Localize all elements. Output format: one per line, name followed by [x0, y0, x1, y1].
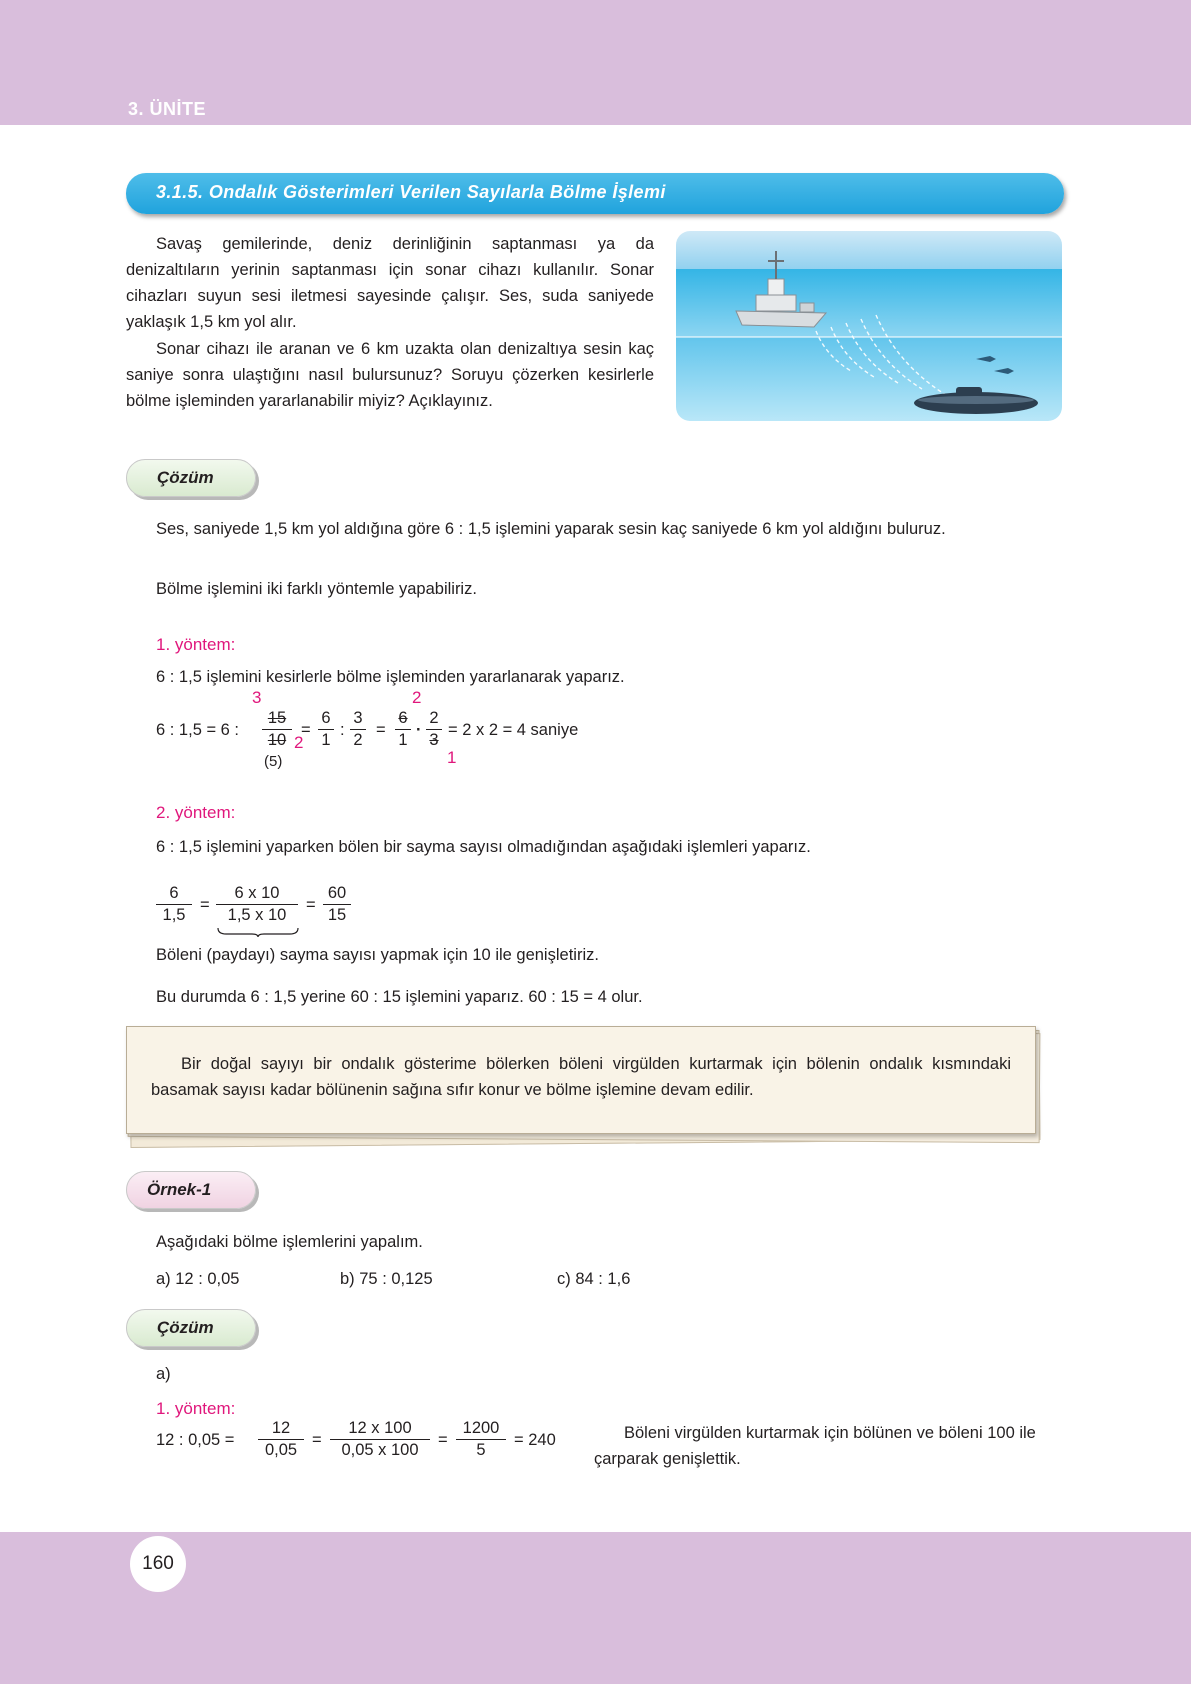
m1-f4-den: 1 [398, 731, 408, 749]
s2-frac-1200-5 [456, 1419, 506, 1460]
s2-result: = 240 [514, 1431, 556, 1449]
example-text: Aşağıdaki bölme işlemlerini yapalım. [156, 1233, 423, 1251]
m1-frac-15-10 [262, 709, 292, 750]
m1-cancel-top: 3 [252, 688, 262, 707]
s2-eq2: = [438, 1431, 448, 1449]
m2-frac-expanded [216, 884, 298, 925]
s2-f2-den: 0,05 x 100 [341, 1441, 419, 1459]
solution2-a-label: a) [156, 1365, 171, 1383]
sonar-ship-illustration [676, 231, 1062, 421]
solution-label-1: Çözüm [126, 459, 256, 497]
page-number [130, 1536, 186, 1592]
m2-f2-num: 6 x 10 [216, 884, 298, 905]
s2-frac-expanded [330, 1419, 430, 1460]
section-title-bar [126, 173, 1064, 214]
m2-frac-6-15 [156, 884, 192, 925]
m2-eq1: = [200, 896, 210, 914]
solution-paragraph-3: Böleni (paydayı) sayma sayısı yapmak için 10 ile genişletiriz. [156, 946, 599, 964]
m1-eq2: = [376, 721, 386, 739]
m2-eq2: = [306, 896, 316, 914]
m2-f1-num: 6 [156, 884, 192, 905]
m1-f5-den: 3 [429, 731, 439, 749]
m1-dot: · [416, 721, 422, 739]
m1-cancel-bot: 2 [294, 733, 304, 752]
m1-eq1: = [301, 721, 311, 739]
m1-f2-num: 6 [318, 709, 334, 730]
m1-f1-den: 10 [267, 731, 287, 749]
s2-f3-num: 1200 [456, 1419, 506, 1440]
m2-f2-den: 1,5 x 10 [227, 906, 287, 924]
s2-frac-12-005 [258, 1419, 304, 1460]
method1-label: 1. yöntem: [156, 635, 236, 654]
page-number-text: 160 [142, 1553, 174, 1574]
m2-f1-den: 1,5 [162, 906, 186, 924]
solution-paragraph-2: Bölme işlemini iki farklı yöntemle yapabiliriz. [156, 580, 477, 598]
m2-underbrace [216, 926, 300, 938]
s2-f1-num: 12 [258, 1419, 304, 1440]
m1-f4-num: 6 [395, 709, 411, 730]
example-item-b: b) 75 : 0,125 [340, 1270, 433, 1288]
example-label: Örnek-1 [126, 1171, 256, 1209]
method2-label: 2. yöntem: [156, 803, 236, 822]
m1-result: = 2 x 2 = 4 saniye [448, 721, 579, 739]
s2-eq1: = [312, 1431, 322, 1449]
example-item-a: a) 12 : 0,05 [156, 1270, 240, 1288]
m1-frac-2-3 [426, 709, 442, 750]
s2-lhs: 12 : 0,05 = [156, 1431, 235, 1449]
m2-f3-num: 60 [323, 884, 351, 905]
m1-f1-sub: (5) [264, 753, 283, 770]
rule-note-text: Bir doğal sayıyı bir ondalık gösterime bölerken böleni virgülden kurtarmak için bölenin ondalık kısmındaki basamak sayısı kadar bölünenin sağına sıfır konur ve bölme işlemine devam edilir. [151, 1055, 1011, 1099]
m1-colon: : [340, 721, 345, 739]
solution2-method1-label: 1. yöntem: [156, 1399, 236, 1418]
m1-f1-num: 15 [262, 709, 292, 730]
s2-f1-den: 0,05 [264, 1441, 298, 1459]
m2-frac-60-15 [323, 884, 351, 925]
example-item-c: c) 84 : 1,6 [557, 1270, 631, 1288]
m1-f3-den: 2 [353, 731, 363, 749]
section-title: 3.1.5. Ondalık Gösterimleri Verilen Sayılarla Bölme İşlemi [156, 182, 666, 202]
solution-paragraph-1: Ses, saniyede 1,5 km yol aldığına göre 6 : 1,5 işlemini yaparak sesin kaç saniyede 6 km yol aldığını buluruz. [156, 520, 946, 538]
ship-submarine-image [676, 231, 1062, 421]
m1-cancel-bot2: 1 [447, 748, 457, 767]
solution2-explain: Böleni virgülden kurtarmak için bölünen ve böleni 100 ile çarparak genişlettik. [594, 1424, 1036, 1468]
s2-f3-den: 5 [476, 1441, 486, 1459]
m1-lhs: 6 : 1,5 = 6 : [156, 721, 240, 739]
solution-label-2: Çözüm [126, 1309, 256, 1347]
unit-label: 3. ÜNİTE [128, 99, 207, 119]
m1-f2-den: 1 [321, 731, 331, 749]
m1-f3-num: 3 [350, 709, 366, 730]
m1-frac-6-1-b [395, 709, 411, 750]
m1-f5-num: 2 [426, 709, 442, 730]
m1-frac-3-2 [350, 709, 366, 750]
intro-paragraph-1: Savaş gemilerinde, deniz derinliğinin saptanması ya da denizaltıların yerinin saptanması için sonar cihazı kullanılır. Sonar cihazları suyun sesi iletmesi sayesinde çalışır. Ses, suda saniyede yaklaşık 1,5 km yol alır. [126, 235, 654, 331]
intro-paragraph-2: Sonar cihazı ile aranan ve 6 km uzakta olan denizaltıya sesin kaç saniye sonra ulaştığını nasıl bulursunuz? Soruyu çözerken kesirlerle bölme işleminden yararlanabilir miyiz? Açıklayınız. [126, 340, 654, 410]
solution-paragraph-4: Bu durumda 6 : 1,5 yerine 60 : 15 işlemini yaparız. 60 : 15 = 4 olur. [156, 988, 643, 1006]
s2-f2-num: 12 x 100 [330, 1419, 430, 1440]
rule-note-box [126, 1026, 1036, 1134]
m2-f3-den: 15 [327, 906, 347, 924]
method2-text: 6 : 1,5 işlemini yaparken bölen bir sayma sayısı olmadığından aşağıdaki işlemleri yaparız. [156, 838, 811, 856]
m1-cancel-top2: 2 [412, 688, 422, 707]
m1-frac-6-1 [318, 709, 334, 750]
method1-text: 6 : 1,5 işlemini kesirlerle bölme işleminden yararlanarak yaparız. [156, 668, 625, 686]
